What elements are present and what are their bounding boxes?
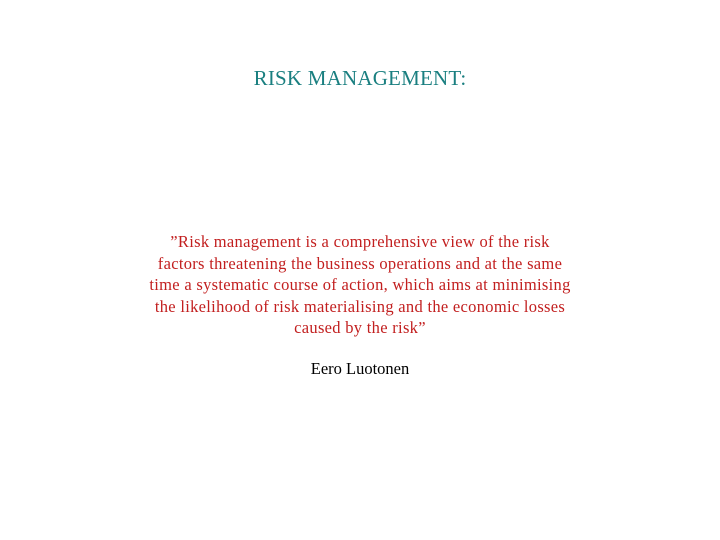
quote-line: the likelihood of risk materialising and the economic losses [154, 296, 566, 316]
quote-line: factors threatening the business operations and at the same [157, 253, 563, 273]
quote-author: Eero Luotonen [310, 359, 410, 378]
quote-line: time a systematic course of action, which aims at minimising [149, 275, 571, 294]
quote-block [110, 231, 610, 339]
quote-line: ”Risk management is a comprehensive view of the risk [170, 232, 550, 251]
slide-title: RISK MANAGEMENT: [253, 66, 467, 90]
quote-line: caused by the risk” [294, 318, 426, 337]
